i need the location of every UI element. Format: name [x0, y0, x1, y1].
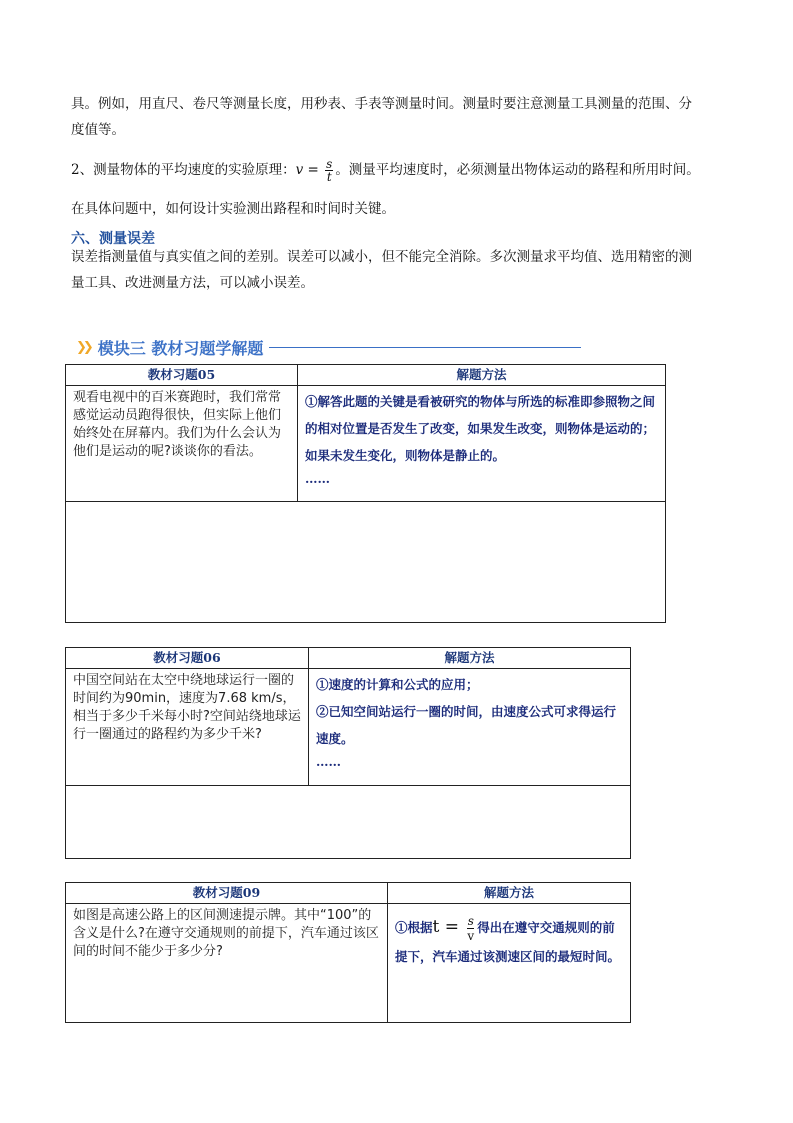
exercise-05-header-right: 解题方法: [298, 365, 666, 386]
exercise-09-question-cell: [66, 904, 388, 1023]
exercise-05-question-cell: [66, 386, 298, 502]
exercise-06-method-1: ①速度的计算和公式的应用；: [316, 677, 479, 692]
speed-formula-fraction: [325, 158, 333, 183]
exercise-06-question-cell: [66, 669, 309, 786]
exercise-09-method: [388, 904, 630, 970]
paragraph-2-suffix: 。测量平均速度时，必须测量出物体运动的路程和所用时间。: [335, 162, 700, 178]
exercise-09-header-right: 解题方法: [388, 883, 631, 904]
module-three-header: [76, 336, 581, 358]
exercise-05-question: 观看电视中的百米赛跑时，我们常常感觉运动员跑得很快，但实际上他们始终处在屏幕内。我们为什么会认为他们是运动的呢?谈谈你的看法。: [73, 390, 282, 459]
formula-t: t: [432, 917, 440, 937]
exercise-05-header-left: 教材习题05: [66, 365, 298, 386]
formula-equals: =: [439, 917, 465, 937]
paragraph-2-prefix: 2、测量物体的平均速度的实验原理：: [71, 162, 296, 178]
paragraph-1-line-2: 度值等。: [71, 122, 125, 138]
formula-denominator: v: [467, 929, 475, 943]
paragraph-4-line-1: 误差指测量值与真实值之间的差别。误差可以减小，但不能完全消除。多次测量求平均值、选用精密的测: [71, 249, 692, 265]
exercise-06-ellipsis: ……: [316, 754, 341, 769]
exercise-05-ellipsis: ……: [305, 471, 330, 486]
formula-fraction: [467, 914, 474, 943]
exercise-05-answer-area[interactable]: [66, 502, 666, 623]
exercise-06-method-2: ②已知空间站运行一圈的时间，由速度公式可求得运行速度。: [316, 704, 617, 746]
paragraph-3: 在具体问题中，如何设计实验测出路程和时间时关键。: [71, 201, 395, 217]
double-chevron-icon: ❯❯: [76, 339, 90, 355]
formula-numerator: s: [467, 914, 474, 928]
module-divider-line: [269, 347, 581, 348]
module-title: 模块三 教材习题学解题: [97, 338, 264, 358]
exercise-05-table: [65, 364, 666, 623]
fraction-numerator: s: [326, 157, 333, 171]
paragraph-1-line-1: 具。例如，用直尺、卷尺等测量长度，用秒表、手表等测量时间。测量时要注意测量工具测量的范围、分: [71, 96, 692, 112]
exercise-09-method-cell: [388, 904, 631, 1023]
exercise-09-table: [65, 882, 631, 1023]
exercise-09-question: 如图是高速公路上的区间测速提示牌。其中“100”的含义是什么?在遵守交通规则的前提下，汽车通过该区间的时间不能少于多少分?: [73, 908, 379, 959]
equals-sign: =: [303, 162, 324, 178]
exercise-06-question: 中国空间站在太空中绕地球运行一圈的时间约为90min，速度为7.68 km/s，相当于多少千米每小时?空间站绕地球运行一圈通过的路程约为多少千米?: [73, 673, 301, 742]
exercise-05-method: ①解答此题的关键是看被研究的物体与所选的标准即参照物之间的相对位置是否发生了改变，如果发生改变，则物体是运动的；如果未发生变化，则物体是静止的。: [305, 394, 656, 463]
section-heading-measurement-error: 六、测量误差: [71, 231, 155, 247]
fraction-denominator: t: [326, 170, 332, 184]
exercise-06-table: [65, 647, 631, 859]
exercise-06-header-left: 教材习题06: [66, 648, 309, 669]
method-prefix: ①根据: [395, 920, 433, 935]
exercise-09-header-left: 教材习题09: [66, 883, 388, 904]
exercise-06-answer-area[interactable]: [66, 786, 631, 859]
method-suffix: 得出在遵守交通规则的前提下，汽车通过该测速区间的最短时间。: [395, 920, 621, 964]
paragraph-4-line-2: 量工具、改进测量方法，可以减小误差。: [71, 275, 314, 291]
paragraph-2: [71, 156, 700, 184]
exercise-06-method-cell: [309, 669, 631, 786]
velocity-symbol: v: [295, 162, 304, 178]
exercise-05-method-cell: [298, 386, 666, 502]
exercise-06-header-right: 解题方法: [309, 648, 631, 669]
